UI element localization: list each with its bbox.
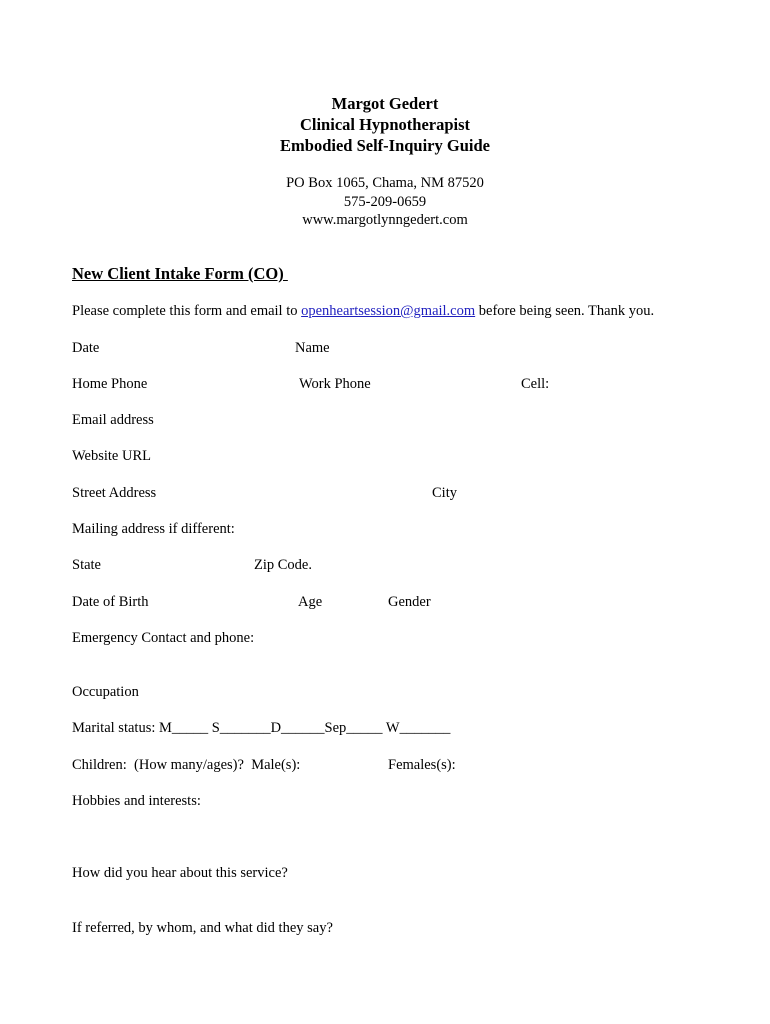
- hobbies-label: Hobbies and interests:: [72, 793, 201, 809]
- zip-code-label: Zip Code.: [254, 557, 312, 573]
- referred-label: If referred, by whom, and what did they say?: [72, 920, 333, 936]
- females-label: Females(s):: [388, 757, 456, 773]
- contact-block: [0, 174, 770, 230]
- website-text: www.margotlynngedert.com: [302, 212, 468, 228]
- work-phone-label: Work Phone: [299, 376, 371, 392]
- phone-number: 575-209-0659: [343, 193, 427, 210]
- practitioner-name: Margot Gedert: [331, 94, 439, 113]
- age-label: Age: [298, 594, 323, 610]
- postal-address: PO Box 1065, Chama, NM 87520: [286, 175, 484, 191]
- email-address-label: Email address: [72, 412, 154, 428]
- email-link[interactable]: openheartsession@gmail.com: [301, 303, 476, 319]
- practitioner-title: Clinical Hypnotherapist: [299, 115, 471, 134]
- marital-status-label: Marital status: M_____ S_______D______Sep_____ W_______: [72, 720, 451, 736]
- instructions-after: before being seen. Thank you.: [475, 303, 655, 319]
- how-heard-label: How did you hear about this service?: [72, 865, 288, 881]
- instructions-before: Please complete this form and email to: [72, 303, 302, 319]
- children-label: Children: (How many/ages)? Male(s):: [72, 757, 301, 773]
- mailing-address-label: Mailing address if different:: [72, 521, 235, 537]
- practitioner-subtitle: Embodied Self-Inquiry Guide: [280, 136, 490, 155]
- date-of-birth-label: Date of Birth: [72, 594, 149, 610]
- street-address-label: Street Address: [72, 485, 157, 501]
- form-title: New Client Intake Form (CO): [72, 264, 288, 283]
- instructions: [72, 302, 654, 320]
- name-label: Name: [295, 340, 330, 356]
- letterhead: [0, 93, 770, 156]
- date-label: Date: [72, 340, 100, 356]
- cell-label: Cell:: [521, 376, 550, 392]
- gender-label: Gender: [388, 594, 431, 610]
- website-url-label: Website URL: [72, 448, 151, 464]
- home-phone-label: Home Phone: [72, 376, 148, 392]
- emergency-contact-label: Emergency Contact and phone:: [72, 630, 255, 646]
- state-label: State: [72, 557, 101, 573]
- occupation-label: Occupation: [72, 684, 139, 700]
- city-label: City: [432, 485, 457, 501]
